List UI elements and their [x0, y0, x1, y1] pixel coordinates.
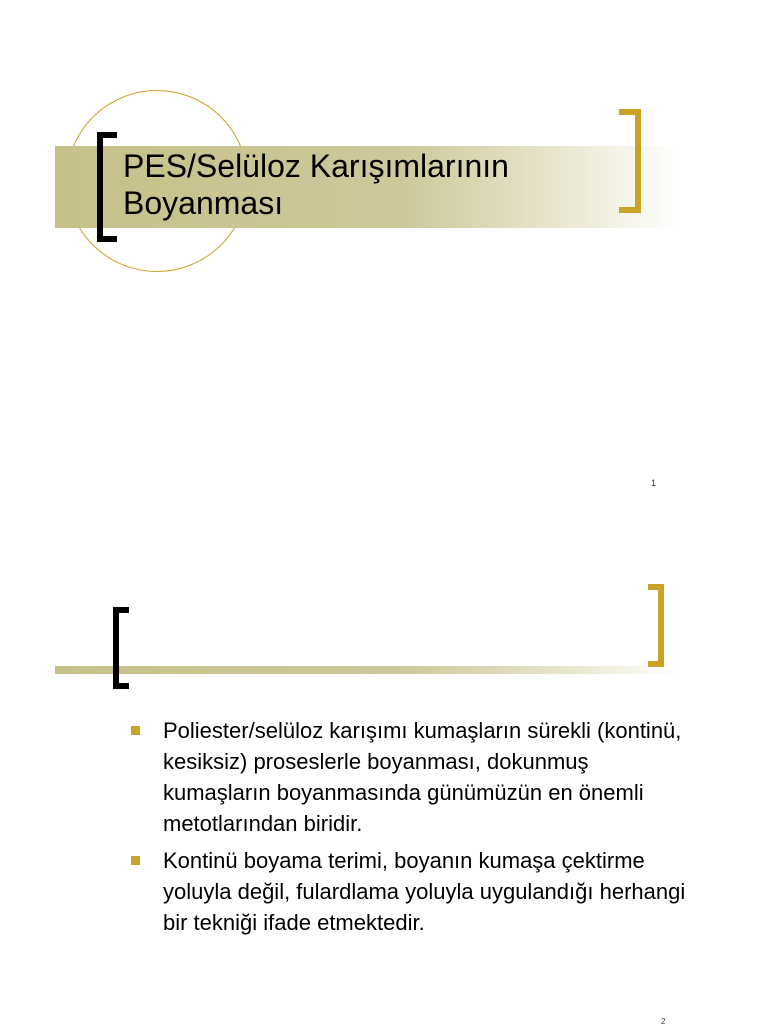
- right-bracket-icon: [648, 584, 664, 667]
- square-bullet-icon: [131, 856, 140, 865]
- title-band: [55, 666, 680, 674]
- title-line-2: Boyanması: [123, 185, 284, 221]
- page-number: 1: [651, 478, 657, 488]
- bullet-text: Kontinü boyama terimi, boyanın kumaşa çektirme yoluyla değil, fulardlama yoluyla uygulandığı herhangi bir tekniği ifade etmektedir.: [163, 848, 686, 935]
- left-bracket-icon: [97, 132, 117, 242]
- title-line-1: PES/Selüloz Karışımlarının: [123, 148, 509, 184]
- left-bracket-icon: [113, 607, 129, 689]
- slide-title: [123, 148, 643, 222]
- slide-2: [0, 512, 768, 1024]
- page-number: 2: [661, 1017, 666, 1026]
- list-item: [130, 715, 690, 839]
- slide-1: [0, 0, 768, 512]
- bullet-list: [130, 715, 690, 944]
- bullet-text: Poliester/selüloz karışımı kumaşların sürekli (kontinü, kesiksiz) proseslerle boyanması, dokunmuş kumaşların boyanmasında günümüzün en önemli metotlarından biridir.: [163, 718, 682, 836]
- square-bullet-icon: [131, 726, 140, 735]
- list-item: [130, 845, 690, 938]
